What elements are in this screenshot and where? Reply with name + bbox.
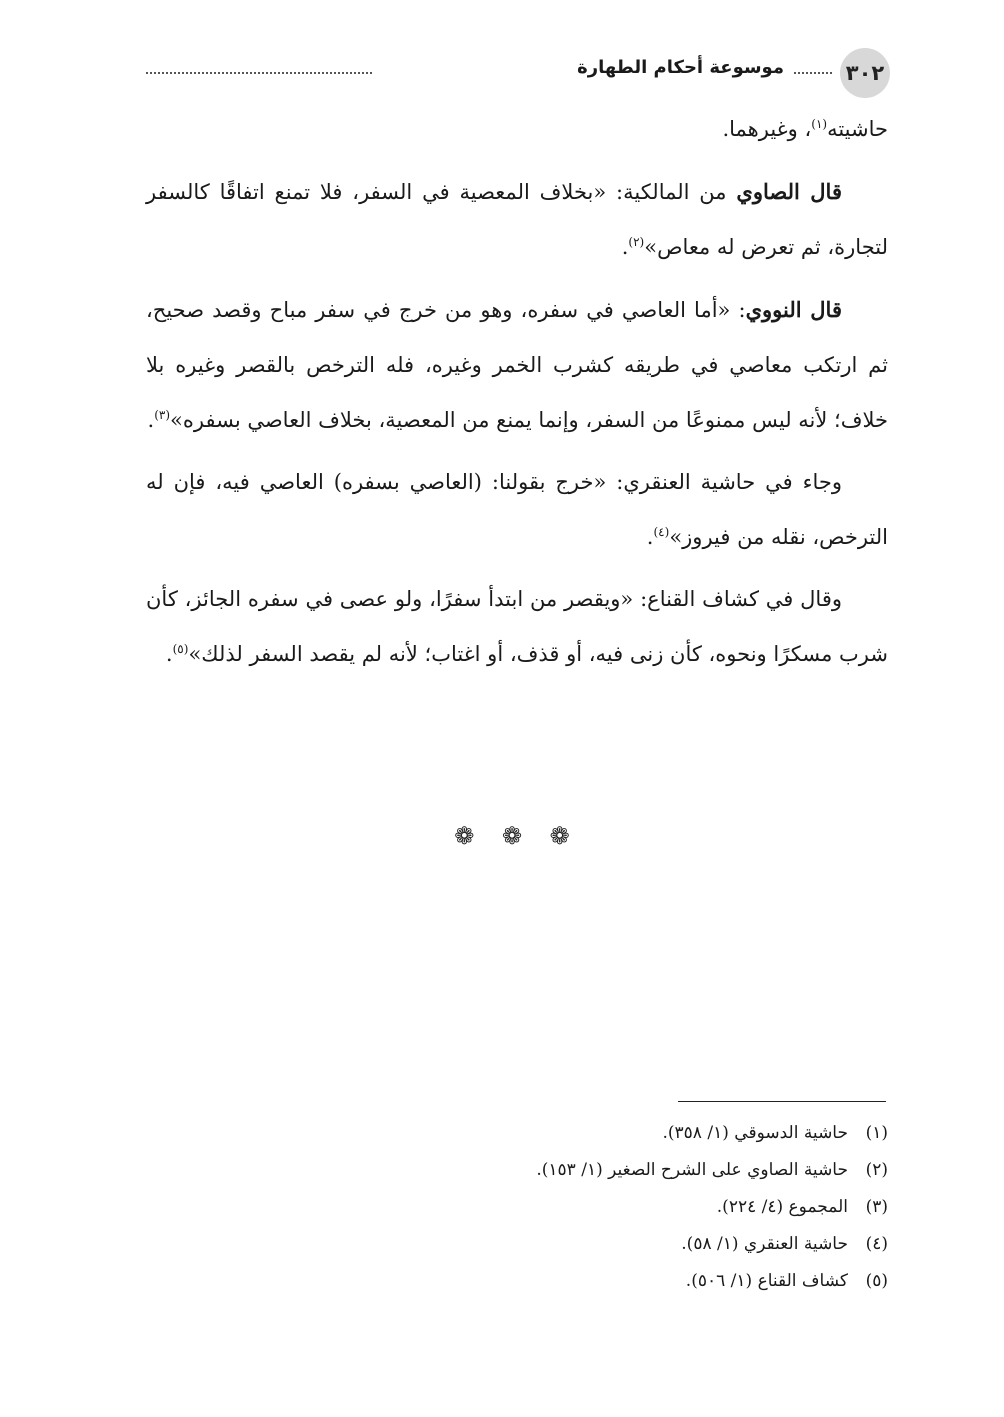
- footnote-text: المجموع (٤/ ٢٢٤).: [716, 1197, 848, 1217]
- paragraph-tail: .: [165, 642, 173, 666]
- footnote-number: (١): [865, 1123, 888, 1143]
- footnote-text: كشاف القناع (١/ ٥٠٦).: [685, 1271, 848, 1291]
- page-number: ٣٠٢: [840, 48, 890, 98]
- paragraph-text: : «أما العاصي في سفره، وهو من خرج في سفر مباح وقصد صحيح، ثم ارتكب معاصي في طريقه كشرب الخمر وغيره، فله الترخص بالقصر وغيره بلا خلاف؛ لأنه ليس ممنوعًا من السفر، وإنما يمنع من المعصية، بخلاف العاصي بسفره»: [146, 298, 888, 432]
- paragraph-text: حاشيته: [827, 117, 888, 141]
- footnote-ref: (٤): [653, 525, 670, 539]
- paragraph-1: [146, 102, 888, 157]
- paragraph-text: وقال في كشاف القناع: «ويقصر من ابتدأ سفرًا، ولو عصى في سفره الجائز، كأن شرب مسكرًا ونحوه، كأن زنى فيه، أو قذف، أو اغتاب؛ لأنه لم يقصد السفر لذلك»: [146, 587, 888, 666]
- speaker-name: قال الصاوي: [736, 179, 842, 204]
- footnote-number: (٢): [865, 1160, 888, 1180]
- paragraph-3: [146, 282, 888, 448]
- footnotes-list: [388, 1115, 888, 1300]
- paragraph-text: من المالكية: «بخلاف المعصية في السفر، فلا تمنع اتفاقًا كالسفر لتجارة، ثم تعرض له معاص»: [146, 180, 888, 259]
- running-title: موسوعة أحكام الطهارة: [577, 57, 784, 78]
- speaker-name: قال النووي: [745, 297, 842, 322]
- footnote-ref: (٣): [154, 408, 171, 422]
- paragraph-tail: .: [147, 408, 155, 432]
- paragraph-tail: ، وغيرهما.: [722, 117, 812, 141]
- footnote-item: [388, 1152, 888, 1189]
- footnote-divider: [678, 1101, 886, 1102]
- footnote-ref: (٢): [628, 235, 645, 249]
- paragraph-tail: .: [646, 525, 654, 549]
- section-separator: ❁ ❁ ❁: [454, 822, 580, 850]
- main-text: [146, 102, 888, 689]
- footnote-ref: (٥): [172, 642, 189, 656]
- footnote-number: (٣): [865, 1197, 888, 1217]
- footnote-ref: (١): [811, 117, 828, 131]
- page-header: [146, 48, 890, 98]
- paragraph-text: وجاء في حاشية العنقري: «خرج بقولنا: (العاصي بسفره) العاصي فيه، فإن له الترخص، نقله من فيروز»: [146, 470, 888, 549]
- header-dotted-rule-left: [146, 72, 372, 74]
- header-dotted-rule-right: [794, 72, 832, 74]
- paragraph-2: [146, 164, 888, 275]
- footnote-number: (٥): [865, 1271, 888, 1291]
- footnote-item: [388, 1226, 888, 1263]
- paragraph-4: [146, 455, 888, 565]
- footnote-text: حاشية الدسوقي (١/ ٣٥٨).: [662, 1123, 848, 1143]
- paragraph-5: [146, 572, 888, 682]
- footnote-text: حاشية العنقري (١/ ٥٨).: [681, 1234, 848, 1254]
- footnote-item: [388, 1189, 888, 1226]
- footnote-item: [388, 1115, 888, 1152]
- footnote-item: [388, 1263, 888, 1300]
- footnote-text: حاشية الصاوي على الشرح الصغير (١/ ١٥٣).: [536, 1160, 848, 1180]
- footnote-number: (٤): [865, 1234, 888, 1254]
- paragraph-tail: .: [621, 235, 629, 259]
